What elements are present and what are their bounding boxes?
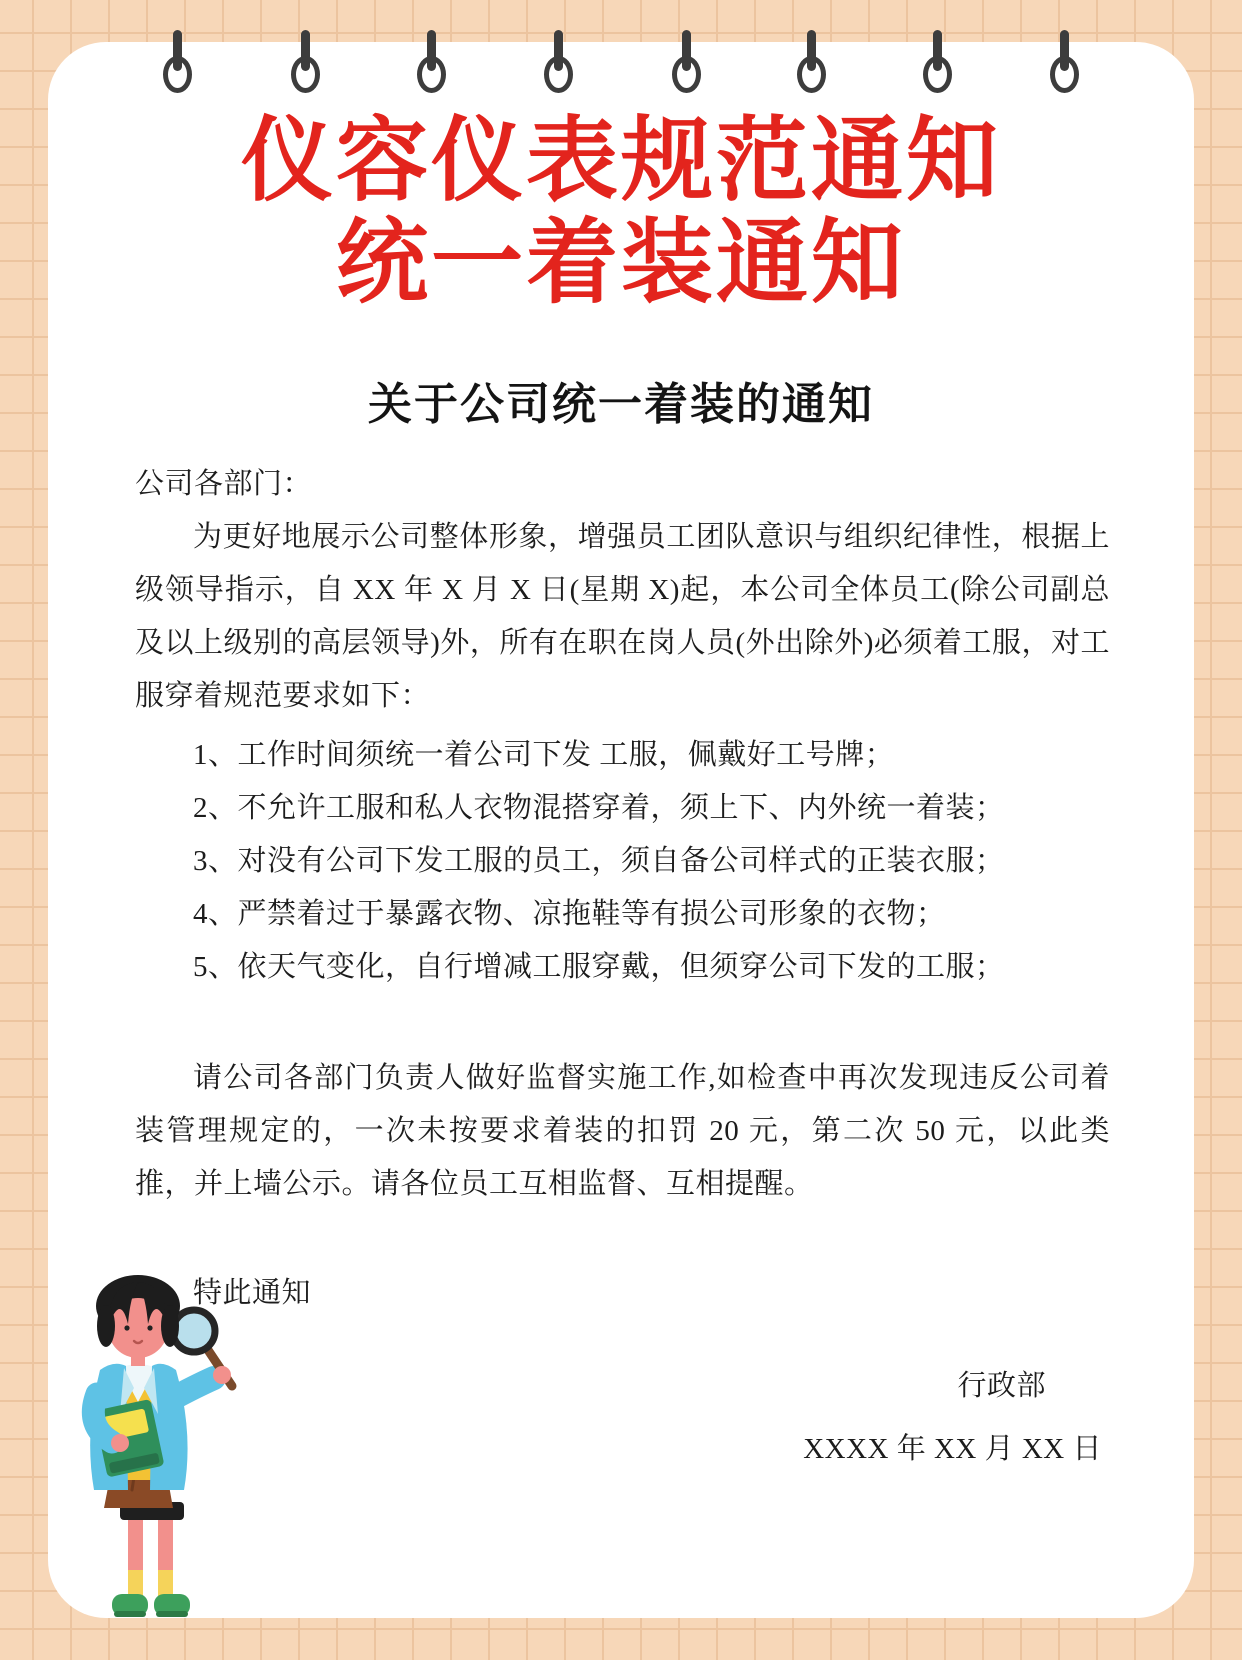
notice-title xyxy=(48,110,1194,314)
woman-with-magnifier-illustration xyxy=(70,1228,315,1620)
binder-ring-icon xyxy=(672,30,702,94)
eye xyxy=(147,1325,152,1330)
intro-paragraph: 为更好地展示公司整体形象，增强员工团队意识与组织纪律性，根据上级领导指示，自 XX 年 X 月 X 日(星期 X)起，本公司全体员工(除公司副总及以上级别的高层领导)外，所有在职在岗人员(外出除外)必须着工服，对工服穿着规范要求如下： xyxy=(135,521,1110,712)
binder-ring-icon xyxy=(417,30,447,94)
rule-item: 2、不允许工服和私人衣物混搭穿着，须上下、内外统一着装； xyxy=(193,792,1005,824)
binder-ring-icon xyxy=(163,30,193,94)
salutation: 公司各部门： xyxy=(135,468,313,500)
signature-department: 行政部 xyxy=(957,1370,1046,1402)
eye xyxy=(124,1325,129,1330)
notice-title-line1: 仪容仪表规范通知 xyxy=(240,110,1001,212)
supervision-paragraph: 请公司各部门负责人做好监督实施工作,如检查中再次发现违反公司着装管理规定的，一次未按要求着装的扣罚 20 元，第二次 50 元，以此类推，并上墙公示。请各位员工互相监督、互相提醒。 xyxy=(135,1062,1110,1200)
closing-line: 特此通知 xyxy=(193,1277,312,1309)
binder-ring-icon xyxy=(923,30,953,94)
legs xyxy=(112,1516,190,1617)
notice-title-line2: 统一着装通知 xyxy=(335,212,906,314)
rule-item: 3、对没有公司下发工服的员工，须自备公司样式的正装衣服； xyxy=(193,845,1005,877)
signature-date: XXXX 年 XX 月 XX 日 xyxy=(803,1433,1102,1465)
binder-ring-icon xyxy=(291,30,321,94)
rule-item: 4、严禁着过于暴露衣物、凉拖鞋等有损公司形象的衣物； xyxy=(193,898,946,930)
rule-item: 1、工作时间须统一着公司下发 工服，佩戴好工号牌； xyxy=(193,739,895,771)
hand xyxy=(213,1366,231,1384)
binder-ring-icon xyxy=(797,30,827,94)
notice-subtitle: 关于公司统一着装的通知 xyxy=(368,380,874,429)
hand xyxy=(111,1434,129,1452)
binder-ring-icon xyxy=(1050,30,1080,94)
binder-ring-icon xyxy=(544,30,574,94)
rule-item: 5、依天气变化，自行增减工服穿戴，但须穿公司下发的工服； xyxy=(193,951,1005,983)
rules-list xyxy=(135,729,1110,994)
head xyxy=(96,1275,180,1366)
